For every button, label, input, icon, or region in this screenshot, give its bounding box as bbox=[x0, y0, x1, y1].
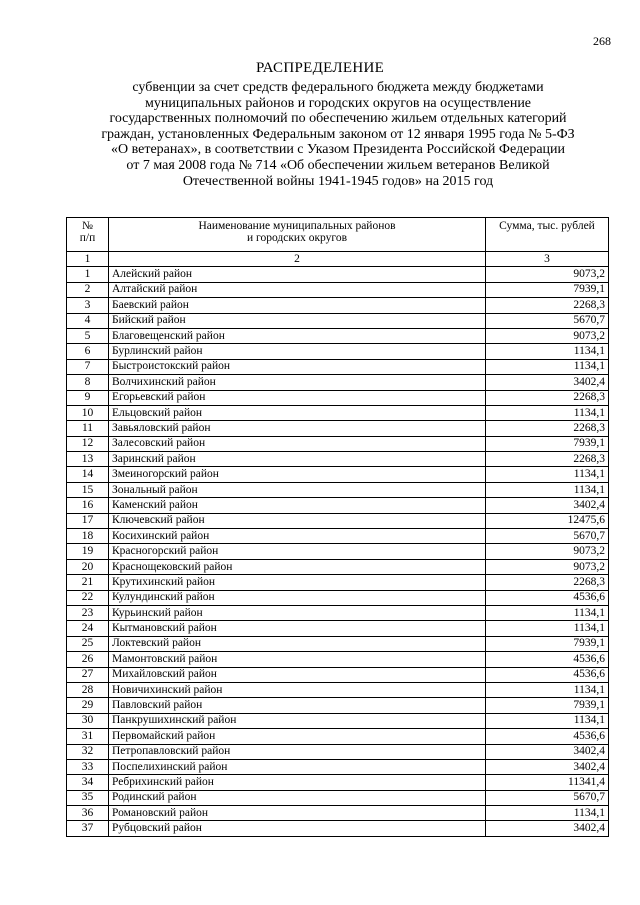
row-number-cell: 29 bbox=[67, 698, 109, 713]
row-number-cell: 13 bbox=[67, 452, 109, 467]
row-sum-cell: 3402,4 bbox=[486, 759, 609, 774]
row-sum-cell: 1134,1 bbox=[486, 621, 609, 636]
row-sum-cell: 5670,7 bbox=[486, 529, 609, 544]
row-sum-cell: 7939,1 bbox=[486, 636, 609, 651]
row-sum-cell: 7939,1 bbox=[486, 436, 609, 451]
row-sum-cell: 2268,3 bbox=[486, 298, 609, 313]
table-row bbox=[67, 344, 609, 359]
row-name-cell: Егорьевский район bbox=[109, 390, 486, 405]
header-number bbox=[67, 218, 109, 252]
row-number-cell: 24 bbox=[67, 621, 109, 636]
row-sum-cell: 9073,2 bbox=[486, 559, 609, 574]
table-row bbox=[67, 729, 609, 744]
table-row bbox=[67, 605, 609, 620]
row-number-cell: 20 bbox=[67, 559, 109, 574]
row-sum-cell: 11341,4 bbox=[486, 775, 609, 790]
row-number-cell: 31 bbox=[67, 729, 109, 744]
table-index-row bbox=[67, 252, 609, 267]
row-number-cell: 14 bbox=[67, 467, 109, 482]
row-sum-cell: 9073,2 bbox=[486, 328, 609, 343]
row-name-cell: Быстроистокский район bbox=[109, 359, 486, 374]
subtitle-line: граждан, установленных Федеральным законом от 12 января 1995 года № 5-ФЗ bbox=[101, 126, 575, 142]
row-name-cell: Рубцовский район bbox=[109, 821, 486, 836]
row-number-cell: 36 bbox=[67, 806, 109, 821]
table-row bbox=[67, 467, 609, 482]
row-name-cell: Баевский район bbox=[109, 298, 486, 313]
row-sum-cell: 1134,1 bbox=[486, 682, 609, 697]
row-number-cell: 34 bbox=[67, 775, 109, 790]
row-name-cell: Бийский район bbox=[109, 313, 486, 328]
subtitle-line: государственных полномочий по обеспечению жильем отдельных категорий bbox=[109, 111, 567, 127]
row-number-cell: 23 bbox=[67, 605, 109, 620]
header-name-line2: и городских округов bbox=[247, 232, 347, 244]
table-row bbox=[67, 775, 609, 790]
row-sum-cell: 4536,6 bbox=[486, 590, 609, 605]
row-number-cell: 19 bbox=[67, 544, 109, 559]
row-sum-cell: 9073,2 bbox=[486, 544, 609, 559]
row-name-cell: Петропавловский район bbox=[109, 744, 486, 759]
row-name-cell: Заринский район bbox=[109, 452, 486, 467]
row-number-cell: 25 bbox=[67, 636, 109, 651]
table-row bbox=[67, 482, 609, 497]
table-row bbox=[67, 313, 609, 328]
row-name-cell: Краснощековский район bbox=[109, 559, 486, 574]
table-row bbox=[67, 698, 609, 713]
table-row bbox=[67, 390, 609, 405]
subtitle-line: «О ветеранах», в соответствии с Указом Президента Российской Федерации bbox=[110, 142, 566, 158]
subtitle-line: муниципальных районов и городских округов на осуществление bbox=[144, 95, 532, 111]
row-number-cell: 8 bbox=[67, 375, 109, 390]
row-name-cell: Алейский район bbox=[109, 267, 486, 282]
row-sum-cell: 7939,1 bbox=[486, 282, 609, 297]
index-cell: 3 bbox=[486, 252, 609, 267]
table-row bbox=[67, 590, 609, 605]
row-sum-cell: 5670,7 bbox=[486, 790, 609, 805]
row-number-cell: 18 bbox=[67, 529, 109, 544]
table-row bbox=[67, 298, 609, 313]
row-sum-cell: 1134,1 bbox=[486, 359, 609, 374]
table-row bbox=[67, 375, 609, 390]
row-sum-cell: 3402,4 bbox=[486, 498, 609, 513]
table-row bbox=[67, 513, 609, 528]
table-row bbox=[67, 744, 609, 759]
row-name-cell: Новичихинский район bbox=[109, 682, 486, 697]
row-name-cell: Красногорский район bbox=[109, 544, 486, 559]
row-number-cell: 1 bbox=[67, 267, 109, 282]
row-number-cell: 4 bbox=[67, 313, 109, 328]
row-number-cell: 26 bbox=[67, 652, 109, 667]
table-row bbox=[67, 806, 609, 821]
row-name-cell: Родинский район bbox=[109, 790, 486, 805]
row-name-cell: Алтайский район bbox=[109, 282, 486, 297]
row-sum-cell: 1134,1 bbox=[486, 806, 609, 821]
row-sum-cell: 4536,6 bbox=[486, 652, 609, 667]
row-name-cell: Ключевский район bbox=[109, 513, 486, 528]
row-name-cell: Крутихинский район bbox=[109, 575, 486, 590]
row-name-cell: Бурлинский район bbox=[109, 344, 486, 359]
row-name-cell: Павловский район bbox=[109, 698, 486, 713]
row-sum-cell: 1134,1 bbox=[486, 482, 609, 497]
row-name-cell: Ельцовский район bbox=[109, 405, 486, 420]
row-number-cell: 30 bbox=[67, 713, 109, 728]
table-row bbox=[67, 621, 609, 636]
row-sum-cell: 2268,3 bbox=[486, 452, 609, 467]
row-name-cell: Зональный район bbox=[109, 482, 486, 497]
table-row bbox=[67, 544, 609, 559]
row-number-cell: 10 bbox=[67, 405, 109, 420]
index-cell: 2 bbox=[109, 252, 486, 267]
row-number-cell: 16 bbox=[67, 498, 109, 513]
row-name-cell: Панкрушихинский район bbox=[109, 713, 486, 728]
header-number-line1: № bbox=[82, 220, 93, 232]
table-header-row bbox=[67, 218, 609, 252]
row-sum-cell: 3402,4 bbox=[486, 744, 609, 759]
table-row bbox=[67, 821, 609, 836]
row-number-cell: 35 bbox=[67, 790, 109, 805]
distribution-table bbox=[66, 217, 609, 837]
row-sum-cell: 2268,3 bbox=[486, 421, 609, 436]
row-sum-cell: 1134,1 bbox=[486, 467, 609, 482]
row-name-cell: Залесовский район bbox=[109, 436, 486, 451]
row-name-cell: Романовский район bbox=[109, 806, 486, 821]
row-number-cell: 7 bbox=[67, 359, 109, 374]
row-number-cell: 6 bbox=[67, 344, 109, 359]
table-row bbox=[67, 328, 609, 343]
row-sum-cell: 7939,1 bbox=[486, 698, 609, 713]
subtitle-line: от 7 мая 2008 года № 714 «Об обеспечении жильем ветеранов Великой bbox=[126, 157, 550, 173]
document-title: РАСПРЕДЕЛЕНИЕ bbox=[255, 60, 385, 76]
header-name-line1: Наименование муниципальных районов bbox=[198, 220, 396, 232]
row-number-cell: 28 bbox=[67, 682, 109, 697]
row-number-cell: 17 bbox=[67, 513, 109, 528]
table-row bbox=[67, 498, 609, 513]
table-row bbox=[67, 682, 609, 697]
row-number-cell: 33 bbox=[67, 759, 109, 774]
row-number-cell: 21 bbox=[67, 575, 109, 590]
table-row bbox=[67, 652, 609, 667]
row-name-cell: Мамонтовский район bbox=[109, 652, 486, 667]
table-row bbox=[67, 436, 609, 451]
row-name-cell: Локтевский район bbox=[109, 636, 486, 651]
row-name-cell: Кытмановский район bbox=[109, 621, 486, 636]
row-name-cell: Курьинский район bbox=[109, 605, 486, 620]
header-sum: Сумма, тыс. рублей bbox=[486, 218, 609, 252]
row-number-cell: 2 bbox=[67, 282, 109, 297]
row-sum-cell: 5670,7 bbox=[486, 313, 609, 328]
row-name-cell: Волчихинский район bbox=[109, 375, 486, 390]
row-number-cell: 22 bbox=[67, 590, 109, 605]
row-number-cell: 37 bbox=[67, 821, 109, 836]
page-number: 268 bbox=[593, 34, 611, 48]
table-row bbox=[67, 559, 609, 574]
row-sum-cell: 2268,3 bbox=[486, 390, 609, 405]
table-row bbox=[67, 790, 609, 805]
row-number-cell: 15 bbox=[67, 482, 109, 497]
row-number-cell: 5 bbox=[67, 328, 109, 343]
row-sum-cell: 1134,1 bbox=[486, 405, 609, 420]
row-sum-cell: 3402,4 bbox=[486, 821, 609, 836]
table-row bbox=[67, 452, 609, 467]
subtitle-line: субвенции за счет средств федерального бюджета между бюджетами bbox=[132, 80, 544, 95]
header-number-line2: п/п bbox=[79, 232, 96, 244]
table-row bbox=[67, 529, 609, 544]
document-subtitle bbox=[88, 80, 588, 189]
row-name-cell: Кулундинский район bbox=[109, 590, 486, 605]
table-row bbox=[67, 636, 609, 651]
row-number-cell: 27 bbox=[67, 667, 109, 682]
table-row bbox=[67, 359, 609, 374]
table-row bbox=[67, 267, 609, 282]
table-row bbox=[67, 667, 609, 682]
table-row bbox=[67, 575, 609, 590]
row-sum-cell: 4536,6 bbox=[486, 729, 609, 744]
row-sum-cell: 12475,6 bbox=[486, 513, 609, 528]
row-name-cell: Поспелихинский район bbox=[109, 759, 486, 774]
row-name-cell: Благовещенский район bbox=[109, 328, 486, 343]
table-row bbox=[67, 421, 609, 436]
row-number-cell: 32 bbox=[67, 744, 109, 759]
header-name bbox=[109, 218, 486, 252]
row-sum-cell: 1134,1 bbox=[486, 605, 609, 620]
table-row bbox=[67, 713, 609, 728]
table-row bbox=[67, 282, 609, 297]
subtitle-line: Отечественной войны 1941-1945 годов» на 2015 год bbox=[182, 173, 494, 189]
row-number-cell: 9 bbox=[67, 390, 109, 405]
table-row bbox=[67, 405, 609, 420]
row-sum-cell: 3402,4 bbox=[486, 375, 609, 390]
row-name-cell: Каменский район bbox=[109, 498, 486, 513]
row-name-cell: Змеиногорский район bbox=[109, 467, 486, 482]
row-sum-cell: 4536,6 bbox=[486, 667, 609, 682]
row-name-cell: Михайловский район bbox=[109, 667, 486, 682]
table-row bbox=[67, 759, 609, 774]
row-name-cell: Косихинский район bbox=[109, 529, 486, 544]
row-number-cell: 3 bbox=[67, 298, 109, 313]
row-number-cell: 12 bbox=[67, 436, 109, 451]
index-cell: 1 bbox=[67, 252, 109, 267]
row-sum-cell: 1134,1 bbox=[486, 344, 609, 359]
row-sum-cell: 9073,2 bbox=[486, 267, 609, 282]
row-sum-cell: 2268,3 bbox=[486, 575, 609, 590]
row-sum-cell: 1134,1 bbox=[486, 713, 609, 728]
row-number-cell: 11 bbox=[67, 421, 109, 436]
row-name-cell: Завьяловский район bbox=[109, 421, 486, 436]
row-name-cell: Ребрихинский район bbox=[109, 775, 486, 790]
row-name-cell: Первомайский район bbox=[109, 729, 486, 744]
